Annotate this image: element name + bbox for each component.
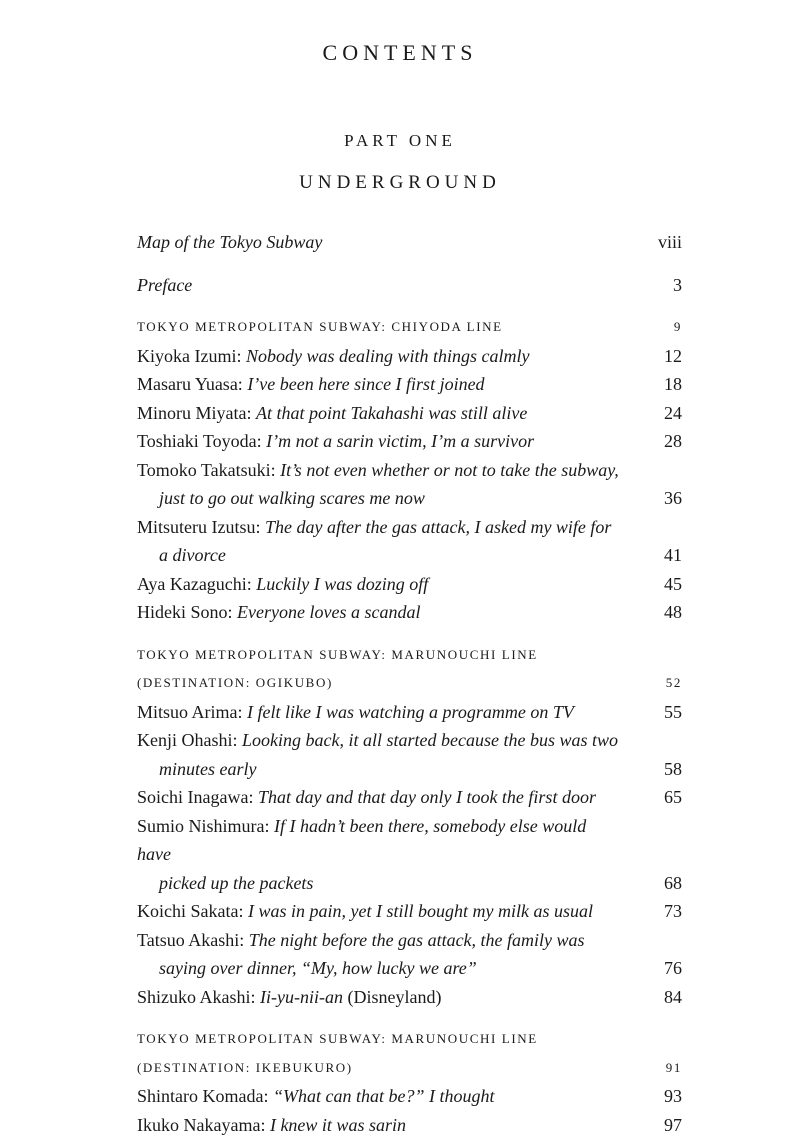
toc-entry[interactable]	[137, 399, 682, 428]
entry-title: Everyone loves a scandal	[237, 602, 421, 622]
interviewee-name: Sumio Nishimura:	[137, 815, 270, 836]
toc-entry[interactable]	[137, 1082, 682, 1111]
interviewee-name: Koichi Sakata:	[137, 901, 244, 921]
page-number: 48	[664, 602, 682, 622]
toc-entry[interactable]	[137, 427, 682, 456]
toc-entry[interactable]	[137, 812, 682, 898]
entry-title: Luckily I was dozing off	[256, 573, 429, 594]
table-of-contents	[137, 228, 682, 1139]
entry-title: saying over dinner, “My, how lucky we are”	[159, 958, 477, 978]
page-number: 97	[664, 1114, 682, 1135]
toc-sections	[137, 313, 682, 1139]
page-number: 36	[664, 488, 682, 508]
entry-title: Nobody was dealing with things calmly	[245, 345, 530, 366]
toc-entry[interactable]	[137, 456, 682, 513]
part-title: UNDERGROUND	[299, 172, 501, 193]
page-number: 84	[664, 986, 682, 1007]
entry-title: Looking back, it all started because the bus was two	[242, 730, 618, 750]
toc-entry[interactable]	[137, 897, 682, 926]
page-number: 93	[664, 1086, 682, 1106]
entry-title: Ii-yu-nii-an	[260, 986, 343, 1007]
page-number: 52	[665, 675, 682, 690]
entry-title: I’m not a sarin victim, I’m a survivor	[266, 431, 535, 451]
page-number: 76	[664, 958, 682, 978]
toc-entry[interactable]	[137, 570, 682, 599]
page-number: 65	[664, 787, 682, 807]
page-number: 58	[664, 758, 682, 779]
toc-entry[interactable]	[137, 370, 682, 399]
interviewee-name: Tomoko Takatsuki:	[137, 459, 276, 480]
part-heading: PART ONE	[344, 131, 456, 150]
entry-title: just to go out walking scares me now	[159, 488, 425, 508]
toc-entry[interactable]	[137, 926, 682, 983]
page-number: 45	[664, 573, 682, 594]
interviewee-name: Aya Kazaguchi:	[137, 573, 252, 594]
entry-title: I felt like I was watching a programme on TV	[247, 701, 574, 722]
interviewee-name: Shintaro Komada:	[137, 1086, 269, 1106]
toc-entry-title: Map of the Tokyo Subway	[137, 232, 323, 252]
interviewee-name: Mitsuo Arima:	[137, 701, 243, 722]
entry-title: At that point Takahashi was still alive	[256, 402, 528, 423]
page-number: 18	[664, 374, 682, 394]
interviewee-name: Kiyoka Izumi:	[137, 345, 242, 366]
section-heading[interactable]	[137, 641, 682, 698]
entry-title: That day and that day only I took the first door	[257, 787, 596, 807]
contents-heading: CONTENTS	[322, 40, 478, 65]
page-number: 12	[664, 345, 682, 366]
interviewee-name: Soichi Inagawa:	[137, 787, 254, 807]
entry-title: “What can that be?” I thought	[272, 1086, 495, 1106]
entry-title: a divorce	[159, 545, 226, 565]
interviewee-name: Toshiaki Toyoda:	[137, 431, 262, 451]
toc-entry[interactable]	[137, 1111, 682, 1140]
interviewee-name: Kenji Ohashi:	[137, 730, 238, 750]
entry-title: I knew it was sarin	[269, 1114, 406, 1135]
toc-entry-title: Preface	[137, 275, 193, 295]
section-heading-line: TOKYO METROPOLITAN SUBWAY: MARUNOUCHI LINE	[137, 646, 538, 662]
section-heading-line: (DESTINATION: OGIKUBO)	[137, 675, 333, 690]
toc-entry[interactable]	[137, 342, 682, 371]
page-number: 28	[664, 431, 682, 451]
toc-entry-map[interactable]	[137, 228, 682, 256]
entry-title: minutes early	[159, 758, 257, 779]
interviewee-name: Minoru Miyata:	[137, 402, 252, 423]
interviewee-name: Tatsuo Akashi:	[137, 929, 245, 950]
section-heading-line: TOKYO METROPOLITAN SUBWAY: MARUNOUCHI LINE	[137, 1031, 538, 1046]
entry-title: It’s not even whether or not to take the subway,	[280, 459, 619, 480]
page-number: 41	[664, 545, 682, 565]
entry-title-suffix: (Disneyland)	[342, 986, 442, 1007]
interviewee-name: Mitsuteru Izutsu:	[137, 516, 261, 537]
toc-entry-preface[interactable]	[137, 271, 682, 299]
interviewee-name: Ikuko Nakayama:	[137, 1114, 266, 1135]
interviewee-name: Masaru Yuasa:	[137, 374, 243, 394]
toc-entry[interactable]	[137, 726, 682, 783]
interviewee-name: Hideki Sono:	[137, 602, 233, 622]
page-number: 3	[673, 274, 682, 295]
entry-title: The day after the gas attack, I asked my wife for	[265, 516, 612, 537]
entry-title: The night before the gas attack, the family was	[248, 929, 585, 950]
page-number: viii	[657, 231, 682, 252]
page-number: 73	[664, 901, 682, 921]
toc-entry[interactable]	[137, 513, 682, 570]
toc-entry[interactable]	[137, 698, 682, 727]
interviewee-name: Shizuko Akashi:	[137, 986, 256, 1007]
page-number: 24	[664, 402, 682, 423]
page-number: 68	[664, 872, 682, 893]
section-heading-line: (DESTINATION: IKEBUKURO)	[137, 1059, 353, 1075]
page-number: 55	[664, 701, 682, 722]
section-heading-line: TOKYO METROPOLITAN SUBWAY: CHIYODA LINE	[137, 319, 503, 334]
entry-title: I’ve been here since I first joined	[247, 374, 485, 394]
page-number: 9	[673, 319, 682, 334]
toc-entry[interactable]	[137, 598, 682, 627]
section-heading[interactable]	[137, 1025, 682, 1082]
toc-entry[interactable]	[137, 983, 682, 1012]
page-number: 91	[665, 1059, 682, 1075]
entry-title: picked up the packets	[159, 872, 314, 893]
section-heading[interactable]	[137, 313, 682, 342]
entry-title: I was in pain, yet I still bought my milk as usual	[247, 901, 593, 921]
entry-title: If I hadn’t been there, somebody else would have	[137, 815, 587, 864]
toc-entry[interactable]	[137, 783, 682, 812]
